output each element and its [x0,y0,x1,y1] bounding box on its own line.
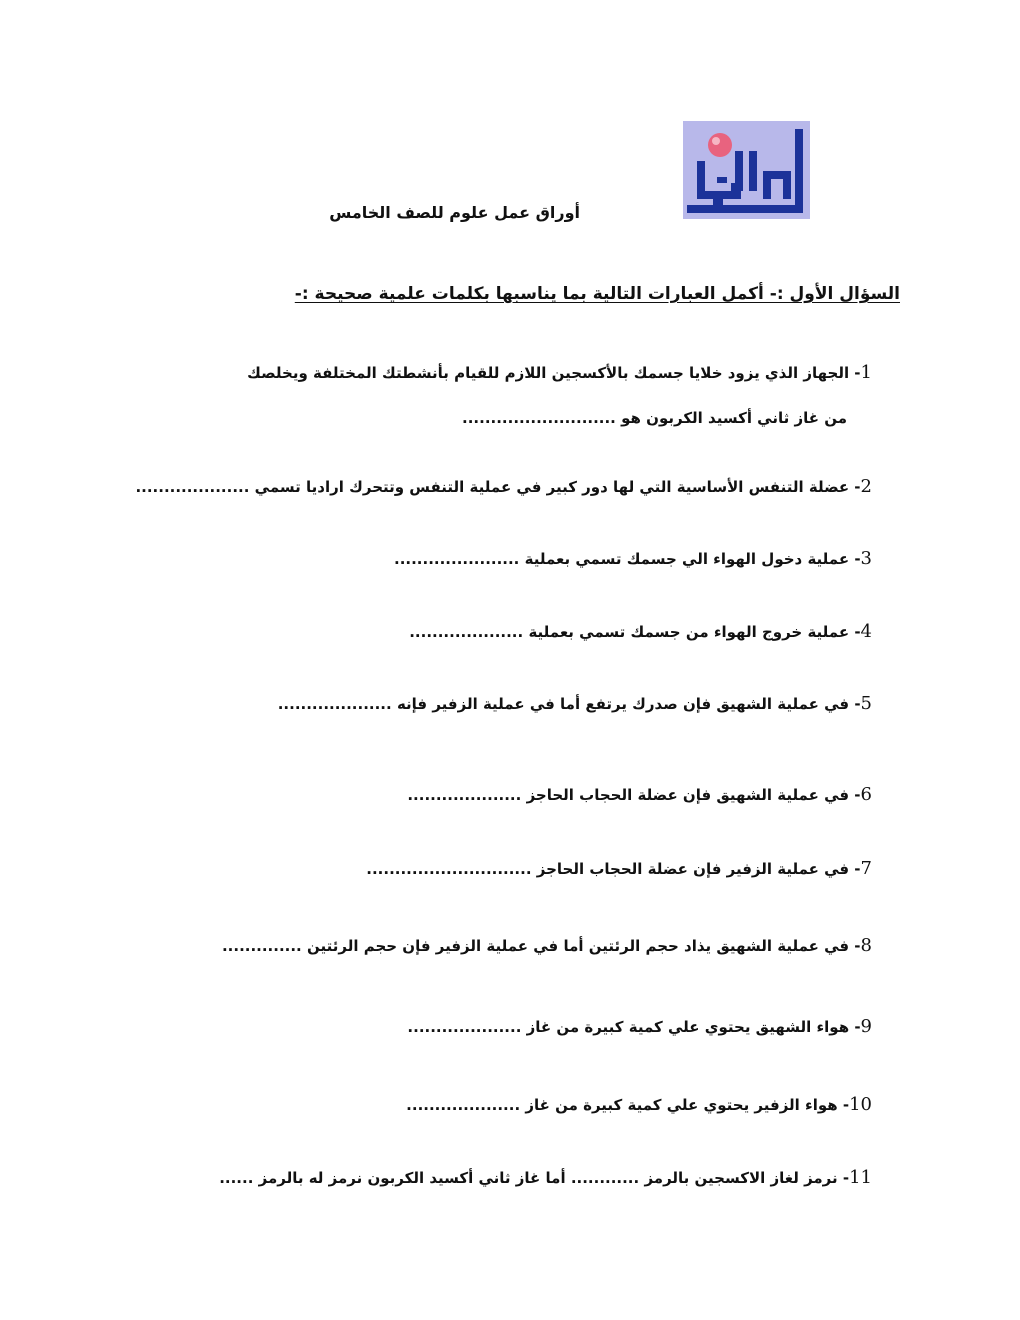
item-number: 7 [860,858,872,879]
list-item-5 [278,693,872,714]
item-text: - في عملية الزفير فإن عضلة الحجاب الحاجز [536,860,861,878]
question-heading: السؤال الأول :- أكمل العبارات التالية بما يناسبها بكلمات علمية صحيحة :- [294,284,900,304]
item-text: - نرمز لغاز الاكسجين بالرمز [644,1169,850,1187]
list-item-4 [409,621,872,642]
blank-line-2[interactable]: ...... [219,1169,254,1187]
item-number: 4 [860,621,872,642]
blank-line[interactable]: .................... [407,786,522,804]
list-item-2 [135,476,872,497]
item-number: 9 [860,1016,872,1037]
item-text-2: أما غاز ثاني أكسيد الكربون نرمز له بالرمز [258,1169,566,1187]
list-item-1 [247,362,872,383]
blank-line[interactable]: ............................. [366,860,532,878]
item-text: - في عملية الشهيق فإن عضلة الحجاب الحاجز [526,786,861,804]
blank-line[interactable]: .................... [135,478,250,496]
item-text: من غاز ثاني أكسيد الكربون هو [621,409,847,427]
blank-line[interactable]: .................... [406,1096,521,1114]
blank-line[interactable]: .................... [277,695,392,713]
item-text: - في عملية الشهيق يذاد حجم الرئتين أما في عملية الزفير فإن حجم الرئتين [306,937,861,955]
item-number: 5 [860,693,872,714]
item-number: 8 [860,935,872,956]
item-text: - عضلة التنفس الأساسية التي لها دور كبير في عملية التنفس وتتحرك اراديا تسمي [254,478,861,496]
blank-line[interactable]: ............ [570,1169,640,1187]
item-number: 11 [849,1167,872,1188]
arabic-calligraphy-logo-icon [683,121,810,219]
worksheet-title: أوراق عمل علوم للصف الخامس [329,203,580,222]
list-item-10 [406,1094,872,1115]
blank-line[interactable]: .................... [409,623,524,641]
blank-line[interactable]: ...................... [394,550,520,568]
item-text: - عملية خروج الهواء من جسمك تسمي بعملية [528,623,861,641]
blank-line[interactable]: .............. [221,937,302,955]
item-number: 6 [860,784,872,805]
item-text: - في عملية الشهيق فإن صدرك يرتفع أما في عملية الزفير فإنه [396,695,861,713]
list-item-1-cont [462,409,847,427]
list-item-9 [407,1016,872,1037]
item-number: 2 [860,476,872,497]
item-number: 3 [860,548,872,569]
list-item-11 [219,1167,872,1188]
item-text: - هواء الشهيق يحتوي علي كمية كبيرة من غاز [526,1018,861,1036]
list-item-6 [407,784,872,805]
list-item-8 [222,935,872,956]
item-text: - هواء الزفير يحتوي علي كمية كبيرة من غاز [525,1096,850,1114]
logo [683,121,810,219]
item-number: 1 [860,362,872,383]
item-text: - عملية دخول الهواء الي جسمك تسمي بعملية [524,550,861,568]
blank-line[interactable]: ........................... [462,409,616,427]
list-item-3 [394,548,872,569]
item-text: - الجهاز الذي يزود خلايا جسمك بالأكسجين اللازم للقيام بأنشطتك المختلفة ويخلصك [247,364,861,382]
list-item-7 [366,858,872,879]
item-number: 10 [849,1094,872,1115]
blank-line[interactable]: .................... [407,1018,522,1036]
